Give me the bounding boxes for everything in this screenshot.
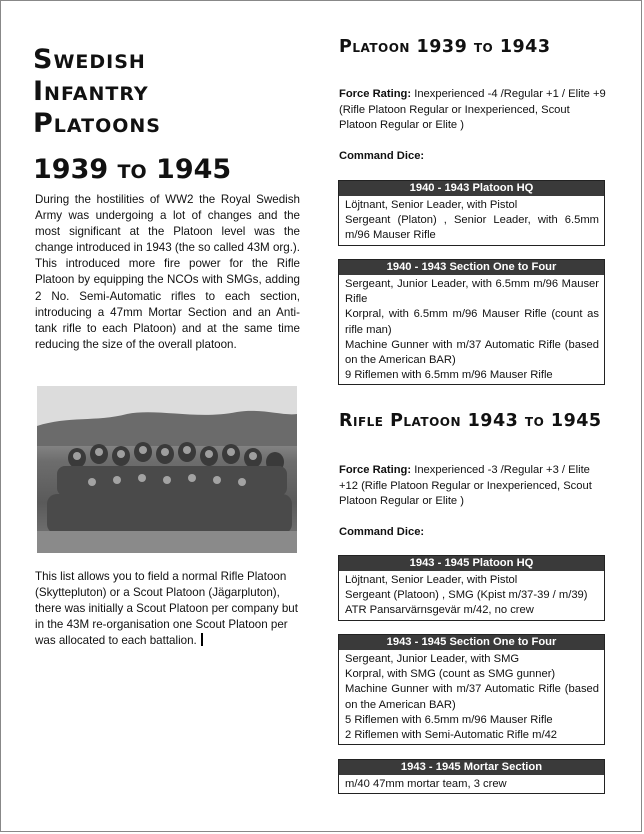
mortar-1943-title: 1943 - 1945 Mortar Section bbox=[339, 760, 604, 775]
table-row: Sergeant (Platon) , Senior Leader, with 6.5mm m/96 Mauser Rifle bbox=[345, 214, 599, 242]
table-row: Korpral, with 6.5mm m/96 Mauser Rifle (count as rifle man) bbox=[345, 308, 599, 336]
table-row: Löjtnant, Senior Leader, with Pistol bbox=[345, 574, 518, 586]
table-row: Machine Gunner with m/37 Automatic Rifle (based on the American BAR) bbox=[345, 338, 599, 367]
title-line-2: Infantry bbox=[33, 76, 149, 107]
hq-1940-table bbox=[338, 180, 605, 246]
section-1943-table bbox=[338, 634, 605, 745]
force-rating-text: Inexperienced -4 /Regular +1 / Elite +9 (Rifle Platoon Regular or Inexperienced, Scout Platoon Regular or Elite ) bbox=[339, 88, 606, 131]
table-row: Sergeant, Junior Leader, with 6.5mm m/96 Mauser Rifle bbox=[345, 278, 599, 306]
intro-paragraph: During the hostilities of WW2 the Royal Swedish Army was undergoing a lot of changes and the most significant at the Platoon level was the change introduced in 1943 (the so called 43M org.). This introduced more fire power for the Rifle Platoon by equipping the NCOs with SMGs, adding 2 No. Semi-Automatic rifles to each section, introducing a 47mm Mortar Section and an Anti-tank rifle to each Platoon) and at the same time reducing the size of the overall platoon. bbox=[35, 193, 300, 351]
rifle-1943-command-dice: Command Dice: bbox=[339, 526, 425, 538]
rifle-1943-force-rating bbox=[339, 463, 609, 510]
hq-1943-title: 1943 - 1945 Platoon HQ bbox=[339, 556, 604, 571]
table-row: m/40 47mm mortar team, 3 crew bbox=[345, 778, 507, 790]
table-row: Löjtnant, Senior Leader, with Pistol bbox=[345, 199, 518, 211]
title-line-1: Swedish bbox=[33, 44, 146, 75]
force-rating-text: Inexperienced -3 /Regular +3 / Elite +12 (Rifle Platoon Regular or Inexperienced, Scout Platoon Regular or Elite ) bbox=[339, 464, 592, 507]
list-paragraph-text: This list allows you to field a normal Rifle Platoon (Skyttepluton) or a Scout Platoon (Jägarpluton), there was initially a Scout Platoon per company but in the 43M re-organisation one Scout Platoon per was allocated to each battalion. bbox=[35, 570, 298, 647]
table-row: Sergeant, Junior Leader, with SMG bbox=[345, 653, 520, 665]
page-title bbox=[33, 44, 303, 186]
platoon-1939-command-dice: Command Dice: bbox=[339, 150, 425, 162]
title-line-4: 1939 to 1945 bbox=[33, 154, 232, 185]
text-cursor bbox=[201, 633, 203, 646]
table-row: 2 Riflemen with Semi-Automatic Rifle m/42 bbox=[345, 729, 558, 742]
table-row: Korpral, with SMG (count as SMG gunner) bbox=[345, 668, 556, 681]
section-1940-title: 1940 - 1943 Section One to Four bbox=[339, 260, 604, 275]
section-1940-table bbox=[338, 259, 605, 385]
hq-1940-title: 1940 - 1943 Platoon HQ bbox=[339, 181, 604, 196]
table-row: Machine Gunner with m/37 Automatic Rifle (based on the American BAR) bbox=[345, 683, 599, 711]
platoon-1939-force-rating bbox=[339, 87, 609, 134]
force-rating-label: Force Rating: bbox=[339, 88, 412, 100]
title-line-3: Platoons bbox=[33, 108, 161, 139]
force-rating-label: Force Rating: bbox=[339, 464, 412, 476]
platoon-1939-heading: Platoon 1939 to 1943 bbox=[339, 37, 551, 57]
section-1943-title: 1943 - 1945 Section One to Four bbox=[339, 635, 604, 650]
list-paragraph bbox=[35, 569, 305, 649]
photo-image bbox=[37, 386, 297, 553]
table-row: 9 Riflemen with 6.5mm m/96 Mauser Rifle bbox=[345, 369, 553, 382]
hq-1943-table bbox=[338, 555, 605, 621]
table-row: ATR Pansarvärnsgevär m/42, no crew bbox=[345, 604, 534, 617]
table-row: 5 Riflemen with 6.5mm m/96 Mauser Rifle bbox=[345, 713, 553, 726]
mortar-1943-table bbox=[338, 759, 605, 794]
table-row: Sergeant (Platoon) , SMG (Kpist m/37-39 / m/39) bbox=[345, 589, 588, 602]
platoon-photo bbox=[37, 386, 297, 553]
rifle-1943-heading: Rifle Platoon 1943 to 1945 bbox=[339, 411, 602, 431]
